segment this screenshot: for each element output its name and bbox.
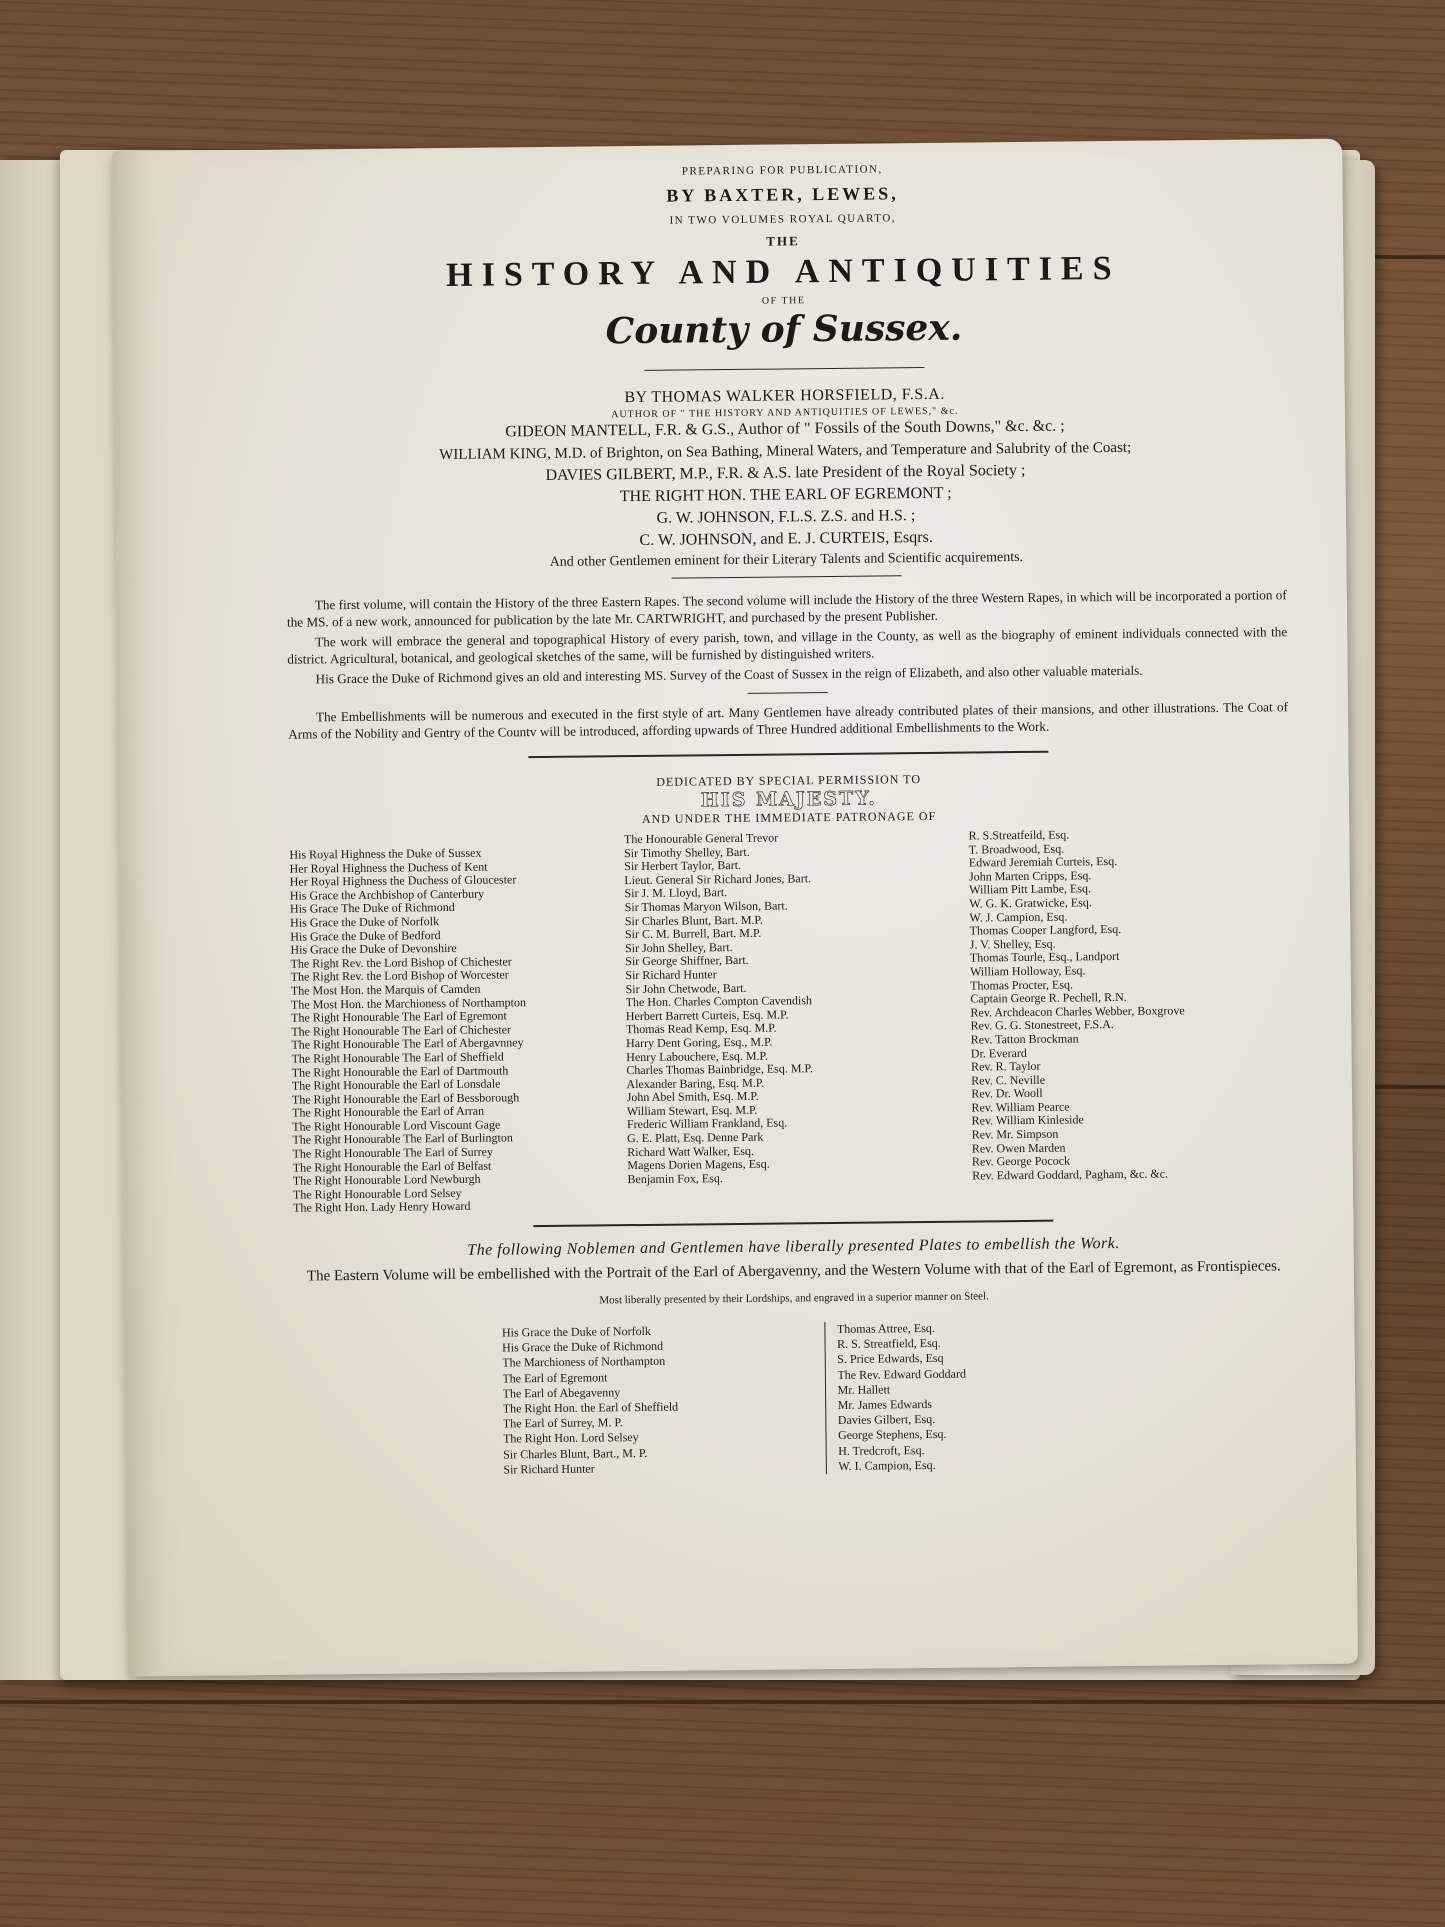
list-item: Sir J. M. Lloyd, Bart. bbox=[624, 885, 728, 901]
list-item: The Right Honourable Lord Selsey bbox=[292, 1185, 462, 1202]
other-gentlemen-line: And other Gentlemen eminent for their Literary Talents and Scientific acquirements. bbox=[549, 549, 1024, 570]
list-item: Rev. William Kinleside bbox=[971, 1112, 1084, 1129]
dedication-line: DEDICATED BY SPECIAL PERMISSION TO bbox=[656, 772, 922, 789]
list-item: The Most Hon. the Marquis of Camden bbox=[290, 981, 481, 998]
paragraph: The work will embrace the general and topographical History of every parish, town, and village in the County, as well as the biography of eminent individuals connected with the district. Agricultural, botanical, and geological sketches of the same, will be furnished by distinguished writers. bbox=[287, 624, 1288, 667]
list-item: Thomas Attree, Esq. bbox=[836, 1320, 935, 1336]
list-item: Sir Charles Blunt, Bart. M.P. bbox=[624, 912, 763, 928]
contributor-line: DAVIES GILBERT, M.P., F.R. & A.S. late President of the Royal Society ; bbox=[545, 461, 1026, 484]
volumes-line: IN TWO VOLUMES ROYAL QUARTO, bbox=[669, 212, 897, 227]
of-the-line: OF THE bbox=[761, 295, 806, 307]
list-item: Rev. George Pocock bbox=[971, 1153, 1071, 1169]
list-item: Lieut. General Sir Richard Jones, Bart. bbox=[624, 870, 812, 887]
list-item: Sir Richard Hunter bbox=[625, 967, 717, 983]
preparing-line: PREPARING FOR PUBLICATION, bbox=[681, 163, 883, 178]
his-majesty: HIS MAJESTY. bbox=[700, 787, 877, 812]
list-item: The Right Honourable the Earl of Arran bbox=[292, 1103, 485, 1120]
list-item: Henry Labouchere, Esq. M.P. bbox=[626, 1048, 768, 1064]
divider bbox=[748, 692, 828, 694]
description-paragraphs bbox=[287, 586, 1288, 742]
list-item: Her Royal Highness the Duchess of Gloucester bbox=[289, 872, 517, 889]
patron-column-2 bbox=[624, 830, 949, 1212]
list-item: The Right Honourable Lord Viscount Gage bbox=[292, 1117, 501, 1134]
list-item: Sir George Shiffner, Bart. bbox=[625, 953, 749, 969]
list-item: Edward Jeremiah Curteis, Esq. bbox=[968, 854, 1118, 870]
divider bbox=[528, 751, 1048, 758]
list-item: J. V. Shelley, Esq. bbox=[969, 936, 1056, 952]
the-line: THE bbox=[766, 233, 800, 249]
list-item: John Marten Cripps, Esq. bbox=[968, 868, 1092, 884]
list-item: Rev. Mr. Simpson bbox=[971, 1126, 1059, 1142]
paragraph: The Embellishments will be numerous and executed in the first style of art. Many Gentlemen have already contributed plates of their mansions, and other illustrations. The Coat of Arms of the Nobility and Gentry of the Countv will be introduced, affording upwards of Three Hundred additional Embellishments to the Work. bbox=[288, 699, 1289, 742]
list-item: His Grace the Duke of Devonshire bbox=[290, 941, 457, 957]
divider bbox=[672, 575, 902, 578]
list-item: His Grace the Duke of Norfolk bbox=[501, 1323, 651, 1340]
list-item: George Stephens, Esq. bbox=[837, 1427, 947, 1443]
list-item: Rev. William Pearce bbox=[971, 1099, 1070, 1115]
list-item: The Right Honourable The Earl of Chichester bbox=[291, 1022, 512, 1039]
list-item: W. J. Campion, Esq. bbox=[969, 909, 1068, 925]
list-item: Harry Dent Goring, Esq., M.P. bbox=[626, 1034, 773, 1051]
county-title: County of Sussex. bbox=[605, 306, 963, 353]
list-item: Alexander Baring, Esq. M.P. bbox=[626, 1075, 765, 1091]
list-item: The Earl of Abegavenny bbox=[502, 1385, 621, 1401]
list-item: Rev. Archdeacon Charles Webber, Boxgrove bbox=[970, 1003, 1185, 1020]
list-item: H. Tredcroft, Esq. bbox=[838, 1442, 925, 1458]
list-item: The Right Honourable the Earl of Lonsdale bbox=[291, 1076, 501, 1093]
list-item: W. G. K. Gratwicke, Esq. bbox=[969, 895, 1092, 911]
list-item: His Grace the Duke of Richmond bbox=[502, 1339, 664, 1355]
list-item: The Right Rev. the Lord Bishop of Chichester bbox=[290, 954, 512, 971]
list-item: The Right Hon. Lady Henry Howard bbox=[293, 1199, 471, 1216]
list-item: The Hon. Charles Compton Cavendish bbox=[625, 993, 813, 1010]
list-item: The Right Honourable The Earl of Sheffield bbox=[291, 1049, 504, 1066]
list-item: Magens Dorien Magens, Esq. bbox=[627, 1156, 770, 1173]
contributor-line: C. W. JOHNSON, and E. J. CURTEIS, Esqrs. bbox=[639, 528, 933, 549]
list-item: Rev. Dr. Wooll bbox=[971, 1086, 1043, 1101]
list-item: S. Price Edwards, Esq bbox=[837, 1351, 944, 1367]
list-item: The Earl of Egremont bbox=[502, 1370, 608, 1386]
list-item: John Abel Smith, Esq. M.P. bbox=[626, 1089, 759, 1105]
list-item: The Most Hon. the Marchioness of Northampton bbox=[290, 994, 527, 1012]
list-item: Sir John Shelley, Bart. bbox=[625, 939, 733, 955]
list-item: Davies Gilbert, Esq. bbox=[837, 1412, 936, 1428]
steel-engraving-note: Most liberally presented by their Lordships, and engraved in a superior manner on Steel. bbox=[599, 1290, 989, 1307]
list-item: The Right Rev. the Lord Bishop of Worcester bbox=[290, 967, 509, 984]
list-item: R. S.Streatfeild, Esq. bbox=[968, 827, 1070, 843]
list-item: The Right Honourable The Earl of Burlington bbox=[292, 1130, 513, 1148]
list-item: Mr. James Edwards bbox=[837, 1397, 933, 1412]
list-item: T. Broadwood, Esq. bbox=[968, 841, 1065, 857]
list-item: The Honourable General Trevor bbox=[623, 830, 779, 847]
list-item: His Grace the Duke of Norfolk bbox=[290, 914, 440, 930]
list-item: R. S. Streatfield, Esq. bbox=[837, 1336, 941, 1352]
paragraph: His Grace the Duke of Richmond gives an old and interesting MS. Survey of the Coast of Sussex in the reign of Elizabeth, and also other valuable materials. bbox=[315, 662, 1143, 687]
list-item: The Right Honourable the Earl of Dartmouth bbox=[291, 1062, 509, 1080]
plates-heading: The following Noblemen and Gentlemen have liberally presented Plates to embellish the Work. bbox=[467, 1235, 1120, 1259]
list-item: His Grace The Duke of Richmond bbox=[289, 900, 455, 917]
list-item: The Right Hon. Lord Selsey bbox=[502, 1430, 639, 1446]
list-item: Sir Herbert Taylor, Bart. bbox=[624, 858, 742, 874]
paragraph: The first volume, will contain the History of the three Eastern Rapes. The second volume will include the History of the three Western Rapes, in which will be incorporated a portion of the MS. of a new work, announced for publication by the late Mr. CARTWRIGHT, and purchased by the present Publisher. bbox=[286, 587, 1287, 630]
patron-column-1 bbox=[289, 833, 614, 1215]
contributor-line: G. W. JOHNSON, F.L.S. Z.S. and H.S. ; bbox=[656, 507, 916, 527]
list-item: William Stewart, Esq. M.P. bbox=[626, 1102, 758, 1119]
patron-columns bbox=[289, 826, 1293, 1215]
patron-column-3 bbox=[959, 826, 1294, 1208]
list-item: Richard Watt Walker, Esq. bbox=[627, 1143, 755, 1159]
list-item: Rev. Owen Marden bbox=[971, 1140, 1066, 1156]
list-item: Rev. R. Taylor bbox=[970, 1058, 1041, 1074]
list-item: William Pitt Lambe, Esq. bbox=[969, 881, 1092, 897]
divider bbox=[644, 367, 924, 371]
list-item: The Right Honourable The Earl of Egremont bbox=[291, 1008, 507, 1025]
publisher-line: BY BAXTER, LEWES, bbox=[666, 183, 899, 206]
list-item: Sir Timothy Shelley, Bart. bbox=[624, 844, 750, 860]
list-item: The Right Honourable The Earl of Abergavnney bbox=[291, 1035, 524, 1052]
plate-donor-columns bbox=[294, 1317, 1296, 1479]
list-item: Rev. Edward Goddard, Pagham, &c. &c. bbox=[972, 1166, 1169, 1183]
contributor-line: GIDEON MANTELL, F.R. & G.S., Author of " Fossils of the South Downs," &c. &c. ; bbox=[505, 417, 1065, 441]
list-item: Benjamin Fox, Esq. bbox=[627, 1170, 723, 1186]
list-item: His Grace the Archbishop of Canterbury bbox=[289, 886, 485, 903]
list-item: Charles Thomas Bainbridge, Esq. M.P. bbox=[626, 1061, 813, 1078]
list-item: Rev. C. Neville bbox=[971, 1072, 1046, 1088]
list-item: Herbert Barrett Curteis, Esq. M.P. bbox=[625, 1007, 789, 1023]
list-item: The Rev. Edward Goddard bbox=[837, 1366, 966, 1382]
main-author-subtitle: AUTHOR OF " THE HISTORY AND ANTIQUITIES OF LEWES," &c. bbox=[611, 405, 959, 421]
list-item: Her Royal Highness the Duchess of Kent bbox=[289, 859, 488, 876]
list-item: The Earl of Surrey, M. P. bbox=[502, 1415, 623, 1431]
list-item: Frederic William Frankland, Esq. bbox=[626, 1115, 788, 1132]
list-item: The Right Honourable the Earl of Bessborough bbox=[291, 1089, 520, 1107]
patronage-line: AND UNDER THE IMMEDIATE PATRONAGE OF bbox=[641, 808, 937, 826]
list-item: The Right Honourable The Earl of Surrey bbox=[292, 1144, 494, 1161]
list-item: William Holloway, Esq. bbox=[969, 963, 1086, 979]
list-item: His Grace the Duke of Bedford bbox=[290, 927, 441, 944]
list-item: The Right Honourable the Earl of Belfast bbox=[292, 1158, 492, 1175]
contributor-line: THE RIGHT HON. THE EARL OF EGREMONT ; bbox=[619, 484, 952, 506]
list-item: Sir John Chetwode, Bart. bbox=[625, 980, 747, 996]
list-item: His Royal Highness the Duke of Sussex bbox=[289, 845, 482, 862]
list-item: W. I. Campion, Esq. bbox=[838, 1457, 936, 1473]
page-content bbox=[282, 149, 1296, 1479]
main-author: BY THOMAS WALKER HORSFIELD, F.S.A. bbox=[624, 385, 945, 407]
list-item: Sir C. M. Burrell, Bart. M.P. bbox=[624, 925, 762, 942]
list-item: Thomas Tourle, Esq., Landport bbox=[969, 949, 1120, 965]
list-item: The Right Hon. the Earl of Sheffield bbox=[502, 1399, 679, 1416]
list-item: Sir Charles Blunt, Bart., M. P. bbox=[503, 1445, 648, 1462]
list-item: Sir Richard Hunter bbox=[503, 1461, 595, 1477]
contributor-line: WILLIAM KING, M.D. of Brighton, on Sea Bathing, Mineral Waters, and Temperature and Salubrity of the Coast; bbox=[439, 439, 1132, 464]
list-item: Captain George R. Pechell, R.N. bbox=[970, 990, 1127, 1006]
prospectus-page bbox=[112, 139, 1358, 1677]
list-item: Sir Thomas Maryon Wilson, Bart. bbox=[624, 898, 788, 915]
list-item: Thomas Cooper Langford, Esq. bbox=[969, 922, 1122, 938]
plate-donors-left bbox=[502, 1322, 827, 1477]
wood-seam bbox=[0, 1700, 1445, 1704]
list-item: G. E. Platt, Esq. Denne Park bbox=[627, 1129, 764, 1146]
divider bbox=[533, 1220, 1053, 1227]
plate-donors-right bbox=[825, 1319, 1089, 1474]
frontispiece-note: The Eastern Volume will be embellished with the Portrait of the Earl of Abergavenny, and the Western Volume with that of the Earl of Egremont, as Frontispieces. bbox=[306, 1258, 1281, 1285]
list-item: The Marchioness of Northampton bbox=[502, 1354, 666, 1370]
list-item: Mr. Hallett bbox=[837, 1382, 891, 1397]
list-item: Thomas Read Kemp, Esq. M.P. bbox=[625, 1020, 777, 1037]
list-item: Dr. Everard bbox=[970, 1045, 1027, 1061]
main-title: HISTORY AND ANTIQUITIES bbox=[445, 249, 1121, 294]
list-item: Rev. Tatton Brockman bbox=[970, 1031, 1079, 1047]
list-item: Rev. G. G. Stonestreet, F.S.A. bbox=[970, 1017, 1114, 1033]
list-item: Thomas Procter, Esq. bbox=[970, 976, 1074, 993]
list-item: The Right Honourable Lord Newburgh bbox=[292, 1171, 481, 1188]
